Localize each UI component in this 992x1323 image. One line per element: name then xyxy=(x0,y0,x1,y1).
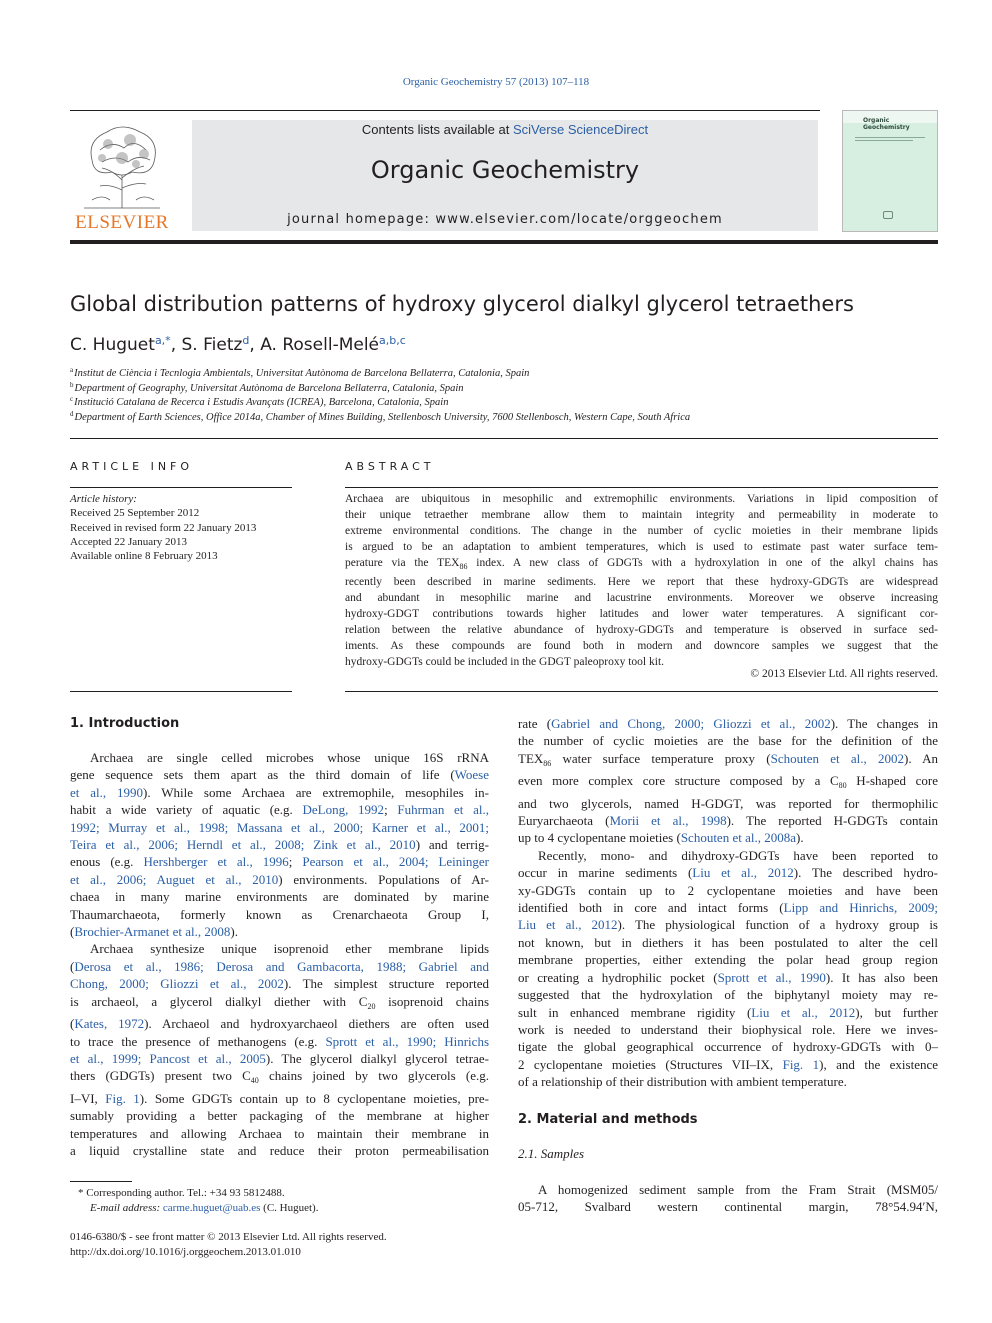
history-received: Received 25 September 2012 xyxy=(70,507,200,520)
body-text-line: (Kates, 1972). Archaeol and hydroxyarchaeol diethers are often used xyxy=(70,1016,489,1032)
citation-link[interactable]: et al., 1990 xyxy=(70,784,144,800)
cover-line xyxy=(855,140,913,141)
body-text-line: habit a wide variety of aquatic (e.g. DeLong, 1992; Fuhrman et al., xyxy=(70,802,489,818)
citation-link[interactable]: Kates, 1972 xyxy=(74,1016,145,1032)
body-text-line: suggested that the hydroxylation of the biphytanyl moiety may re- xyxy=(518,987,938,1003)
citation-link[interactable]: Derosa et al., 1986; Derosa and Gambacorta, 1988; Gabriel and xyxy=(74,958,489,974)
author-affiliation-marker[interactable]: a,* xyxy=(154,334,171,347)
citation-link[interactable]: Pearson et al., 2004; Leininger xyxy=(302,854,489,870)
corresponding-author-note: * Corresponding author. Tel.: +34 93 5812488. xyxy=(78,1187,285,1199)
article-info-bottom-rule xyxy=(70,691,292,692)
citation-link[interactable]: Liu et al., 2012 xyxy=(751,1004,856,1020)
abstract-line: Archaea are ubiquitous in mesophilic and extremophilic environments. Variations in lipid composition of xyxy=(345,493,938,505)
affiliation-b: $^b$Department of Geography, Universitat Autònoma de Barcelona Bellaterra, Catalonia, Spain xyxy=(70,380,464,394)
body-text-line: Recently, mono- and dihydroxy-GDGTs have been reported to xyxy=(538,847,938,863)
citation-link[interactable]: Schouten et al., 2008a xyxy=(680,830,796,846)
author-list xyxy=(70,334,406,355)
contents-available-line xyxy=(192,122,818,137)
citation-link[interactable]: Lipp and Hinrichs, 2009; xyxy=(783,900,938,916)
citation-link[interactable]: Chong, 2000; Gliozzi et al., 2002 xyxy=(70,976,284,992)
body-text-line: (Brochier-Armanet et al., 2008). xyxy=(70,924,238,940)
subsection-samples-heading: 2.1. Samples xyxy=(518,1146,585,1161)
citation-link[interactable]: et al., 1999; Pancost et al., 2005 xyxy=(70,1050,266,1066)
citation-link[interactable]: Liu et al., 2012 xyxy=(518,917,618,933)
affiliation-d: $^d$Department of Earth Sciences, Office 2014a, Chamber of Mines Building, Stellenbosch University, 7600 Stellenbosch, Western Cape, South Africa xyxy=(70,409,691,423)
body-text-line: gene sequence sets them apart as the third domain of life (Woese xyxy=(70,767,489,783)
body-text-line: Archaea synthesize unique isoprenoid ether membrane lipids xyxy=(90,941,489,957)
issn-line: 0146-6380/$ - see front matter © 2013 Elsevier Ltd. All rights reserved. xyxy=(70,1231,387,1243)
citation-link[interactable]: Sprott et al., 1990 xyxy=(717,969,826,985)
doi-link[interactable]: http://dx.doi.org/10.1016/j.orggeochem.2013.01.010 xyxy=(70,1246,301,1258)
header-bottom-rule xyxy=(70,240,938,244)
body-text-line: et al., 2006; Auguet et al., 2010) environments. Populations of Ar- xyxy=(70,871,489,887)
citation-link[interactable]: Hershberger et al., 1996 xyxy=(143,854,289,870)
citation-link[interactable]: Brochier-Armanet et al., 2008 xyxy=(74,924,231,940)
body-text-line: temperatures and allowing Archaea to maintain their membrane in xyxy=(70,1125,489,1141)
citation-link[interactable]: Schouten et al., 2002 xyxy=(770,750,904,766)
author-name: A. Rosell-Melé xyxy=(260,335,380,355)
affiliation-a: $^a$Institut de Ciència i Tecnlogia Ambientals, Universitat Autònoma de Barcelona Bellaterra, Catalonia, Spain xyxy=(70,366,530,379)
section-methods-heading: 2. Material and methods xyxy=(518,1112,698,1127)
citation-link[interactable]: et al., 2006; Auguet et al., 2010 xyxy=(70,871,279,887)
citation-link[interactable]: DeLong, 1992 xyxy=(302,802,385,818)
abstract-line: relation between the relative abundance of hydroxy-GDGTs and temperature is observed in surface sed- xyxy=(345,623,938,636)
abstract-bottom-rule xyxy=(345,691,938,692)
body-text-line: work is needed to understand their biophysical role. Here we inves- xyxy=(518,1021,938,1037)
abstract-rule xyxy=(345,487,938,488)
abstract-line: is argued to be an adaptation to ambient temperatures, which is used to estimate past water surface tem- xyxy=(345,540,938,553)
abstract-heading: ABSTRACT xyxy=(345,460,435,473)
sciencedirect-link[interactable]: SciVerse ScienceDirect xyxy=(512,122,649,137)
email-label: E-mail address: xyxy=(90,1202,161,1214)
abstract-line: iments. As these compounds are found both in modern and downcore samples we suggest that the xyxy=(345,639,938,652)
abstract-line: extreme environmental conditions. The change in the number of cyclic moieties in their membrane lipids xyxy=(345,524,938,537)
affiliation-rule xyxy=(70,438,938,439)
body-text-line: and two glycerols, named H-GDGT, was reported for thermophilic xyxy=(518,795,938,811)
author-affiliation-marker[interactable]: d xyxy=(242,334,250,347)
journal-header xyxy=(192,120,818,231)
body-text-line: (Derosa et al., 1986; Derosa and Gambacorta, 1988; Gabriel and xyxy=(70,958,489,974)
body-text-line: I–VI, Fig. 1). Some GDGTs contain up to 8 cyclopentane moieties, pre- xyxy=(70,1090,489,1106)
author-affiliation-marker[interactable]: a,b,c xyxy=(379,334,406,347)
samples-paragraph xyxy=(518,1181,938,1216)
abstract-line: and abundant in mesophilic marine and lacustrine environments. Moreover we observe increasing xyxy=(345,591,938,604)
abstract-line: hydroxy-GDGT contributions towards higher latitudes and lower water temperatures. A significant cor- xyxy=(345,607,938,620)
email-link[interactable]: carme.huguet@uab.es xyxy=(162,1202,261,1214)
body-text-line: Chong, 2000; Gliozzi et al., 2002). The simplest structure reported xyxy=(70,976,490,992)
copyright-notice: © 2013 Elsevier Ltd. All rights reserved. xyxy=(750,668,938,680)
citation-link[interactable]: Gabriel and Chong, 2000; Gliozzi et al., 2002 xyxy=(551,716,831,731)
footnote-rule xyxy=(70,1181,132,1182)
citation-link[interactable]: Morii et al., 1998 xyxy=(609,813,727,829)
body-text-line: to trace the presence of methanogens (e.g. Sprott et al., 1990; Hinrichs xyxy=(70,1033,490,1049)
citation-link[interactable]: Fig. 1 xyxy=(782,1056,820,1072)
citation-link[interactable]: Sprott et al., 1990; Hinrichs xyxy=(325,1033,490,1049)
body-text-line: 2 cyclopentane moieties (Structures VII–IX, Fig. 1), and the existence xyxy=(518,1056,939,1072)
section-introduction-heading: 1. Introduction xyxy=(70,716,180,731)
body-text-line: Teira et al., 2006; Herndl et al., 2008; Zink et al., 2010) and terrig- xyxy=(70,837,489,853)
affiliation-c: $^c$Institució Catalana de Recerca i Estudis Avançats (ICREA), Barcelona, Catalonia, Spain xyxy=(70,395,449,408)
history-revised: Received in revised form 22 January 2013 xyxy=(70,521,257,534)
email-suffix: (C. Huguet). xyxy=(260,1202,319,1214)
citation-link[interactable]: Liu et al., 2012 xyxy=(692,865,794,881)
cover-line xyxy=(855,137,925,138)
body-text-line: Euryarchaeota (Morii et al., 1998). The reported H-GDGTs contain xyxy=(518,813,938,829)
elsevier-tree-icon xyxy=(72,120,172,210)
body-text-line: not known, but in diethers it has been postulated to alter the cell xyxy=(518,934,938,950)
journal-reference[interactable]: Organic Geochemistry 57 (2013) 107–118 xyxy=(402,76,590,88)
elsevier-wordmark: ELSEVIER xyxy=(75,212,169,233)
body-text-line: occur in marine sediments (Liu et al., 2012). The described hydro- xyxy=(518,865,938,881)
elsevier-logo[interactable] xyxy=(70,120,180,232)
abstract-line: their unique tetraether membrane allow them to maintain integrity and permeability in moderate to xyxy=(345,508,938,521)
abstract-line: perature via the $TEX_{86}$ index. A new class of GDGTs with a hydroxylation in one of the alkyl chains has xyxy=(345,556,938,571)
abstract-line: hydroxy-GDGTs could be included in the GDGT paleoproxy tool kit. xyxy=(345,655,665,668)
body-text-line: tigate the global geographical occurrence of hydroxy-GDGTs with 0– xyxy=(518,1039,938,1055)
body-left-column xyxy=(70,749,489,1159)
body-text-line: identified both in core and intact forms (Lipp and Hinrichs, 2009; xyxy=(518,900,938,916)
body-text-line: et al., 1990). While some Archaea are extremophile, mesophiles in- xyxy=(70,784,489,800)
article-info-heading: ARTICLE INFO xyxy=(70,460,194,473)
contents-prefix: Contents lists available at xyxy=(361,122,513,137)
cover-title: Organic Geochemistry xyxy=(863,117,910,131)
header-top-rule xyxy=(70,110,820,111)
cover-publisher-icon xyxy=(883,211,893,219)
body-text-line: a liquid crystalline state and reduce their proton permeabilisation xyxy=(70,1142,489,1158)
body-text-line: chaea in many marine environments are dominated by marine xyxy=(70,889,489,905)
body-text-line: membrane properties, either extending the polar head group region xyxy=(518,952,938,968)
body-text-line: 05-712, Svalbard western continental margin, 78°54.94′N, xyxy=(518,1199,938,1215)
body-text-line: Archaea are single celled microbes whose unique 16S rRNA xyxy=(90,750,489,765)
author-name: C. Huguet xyxy=(70,335,155,355)
body-text-line: sumably providing a better packaging of the membrane at higher xyxy=(70,1108,489,1124)
body-text-line xyxy=(70,819,489,836)
author-name: S. Fietz xyxy=(181,335,243,355)
body-text-line: the number of cyclic moieties are the base for the definition of the xyxy=(518,733,938,749)
author-separator: , xyxy=(170,335,182,355)
body-text-line: Liu et al., 2012). The physiological function of a hydroxy group is xyxy=(518,917,938,933)
citation-link[interactable]: Teira et al., 2006; Herndl et al., 2008; Zink et al., 2010 xyxy=(70,837,416,853)
body-text-line: or creating a hydrophilic pocket (Sprott et al., 1990). It has also been xyxy=(518,969,938,985)
citation-link[interactable]: Fig. 1 xyxy=(105,1090,140,1106)
body-text-line: xy-GDGTs contain up to 2 cyclopentane moieties and have been xyxy=(518,882,938,898)
body-right-column xyxy=(518,715,938,1091)
article-info-rule xyxy=(70,487,292,488)
body-text-line: rate (Gabriel and Chong, 2000; Gliozzi et al., 2002). The changes in xyxy=(518,716,939,731)
body-text-line: et al., 1999; Pancost et al., 2005). The glycerol dialkyl glycerol tetrae- xyxy=(70,1050,489,1066)
journal-name: Organic Geochemistry xyxy=(370,156,640,184)
body-text-line: $TEX_{86}$ water surface temperature proxy (Schouten et al., 2002). An xyxy=(518,750,938,768)
body-text-line: up to 4 cyclopentane moieties (Schouten et al., 2008a). xyxy=(518,830,804,846)
body-text-line: thers (GDGTs) present two $C_{40}$ chains joined by two glycerols (e.g. xyxy=(70,1068,489,1086)
journal-homepage[interactable]: journal homepage: www.elsevier.com/locate/orggeochem xyxy=(287,212,723,227)
abstract-line: recently been described in marine sediments. Here we report that these hydroxy-GDGTs are widespread xyxy=(345,575,938,588)
article-title: Global distribution patterns of hydroxy glycerol dialkyl glycerol tetraethers xyxy=(70,292,854,316)
history-label: Article history: xyxy=(70,493,137,505)
article-history xyxy=(70,492,256,563)
body-text-line: of a relationship of their distribution with ambient temperature. xyxy=(518,1074,847,1090)
body-text-line: enous (e.g. Hershberger et al., 1996; Pearson et al., 2004; Leininger xyxy=(70,854,489,870)
citation-link[interactable]: 1992; Murray et al., 1998; Massana et al., 2000; Karner et al., 2001; xyxy=(70,819,489,835)
body-text-line: sult in enhanced membrane rigidity (Liu et al., 2012), but further xyxy=(518,1004,938,1020)
history-accepted: Accepted 22 January 2013 xyxy=(70,535,187,548)
author-separator: , xyxy=(249,335,261,355)
history-online: Available online 8 February 2013 xyxy=(70,550,218,563)
body-text-line: is archaeol, a glycerol dialkyl diether with $C_{20}$ isoprenoid chains xyxy=(70,993,489,1011)
citation-link[interactable]: Fuhrman et al., xyxy=(397,802,489,818)
body-text-line: Thaumarchaeota, formerly known as Crenarchaeota Group I, xyxy=(70,906,489,922)
body-text-line: A homogenized sediment sample from the Fram Strait (MSM05/ xyxy=(538,1182,938,1197)
body-text-line: even more complex core structure composed by a $C_{80}$ H-shaped core xyxy=(518,773,938,791)
journal-cover-thumbnail[interactable] xyxy=(842,110,938,232)
email-note xyxy=(90,1201,318,1216)
abstract-text xyxy=(345,492,938,670)
citation-link[interactable]: Woese xyxy=(454,767,489,783)
